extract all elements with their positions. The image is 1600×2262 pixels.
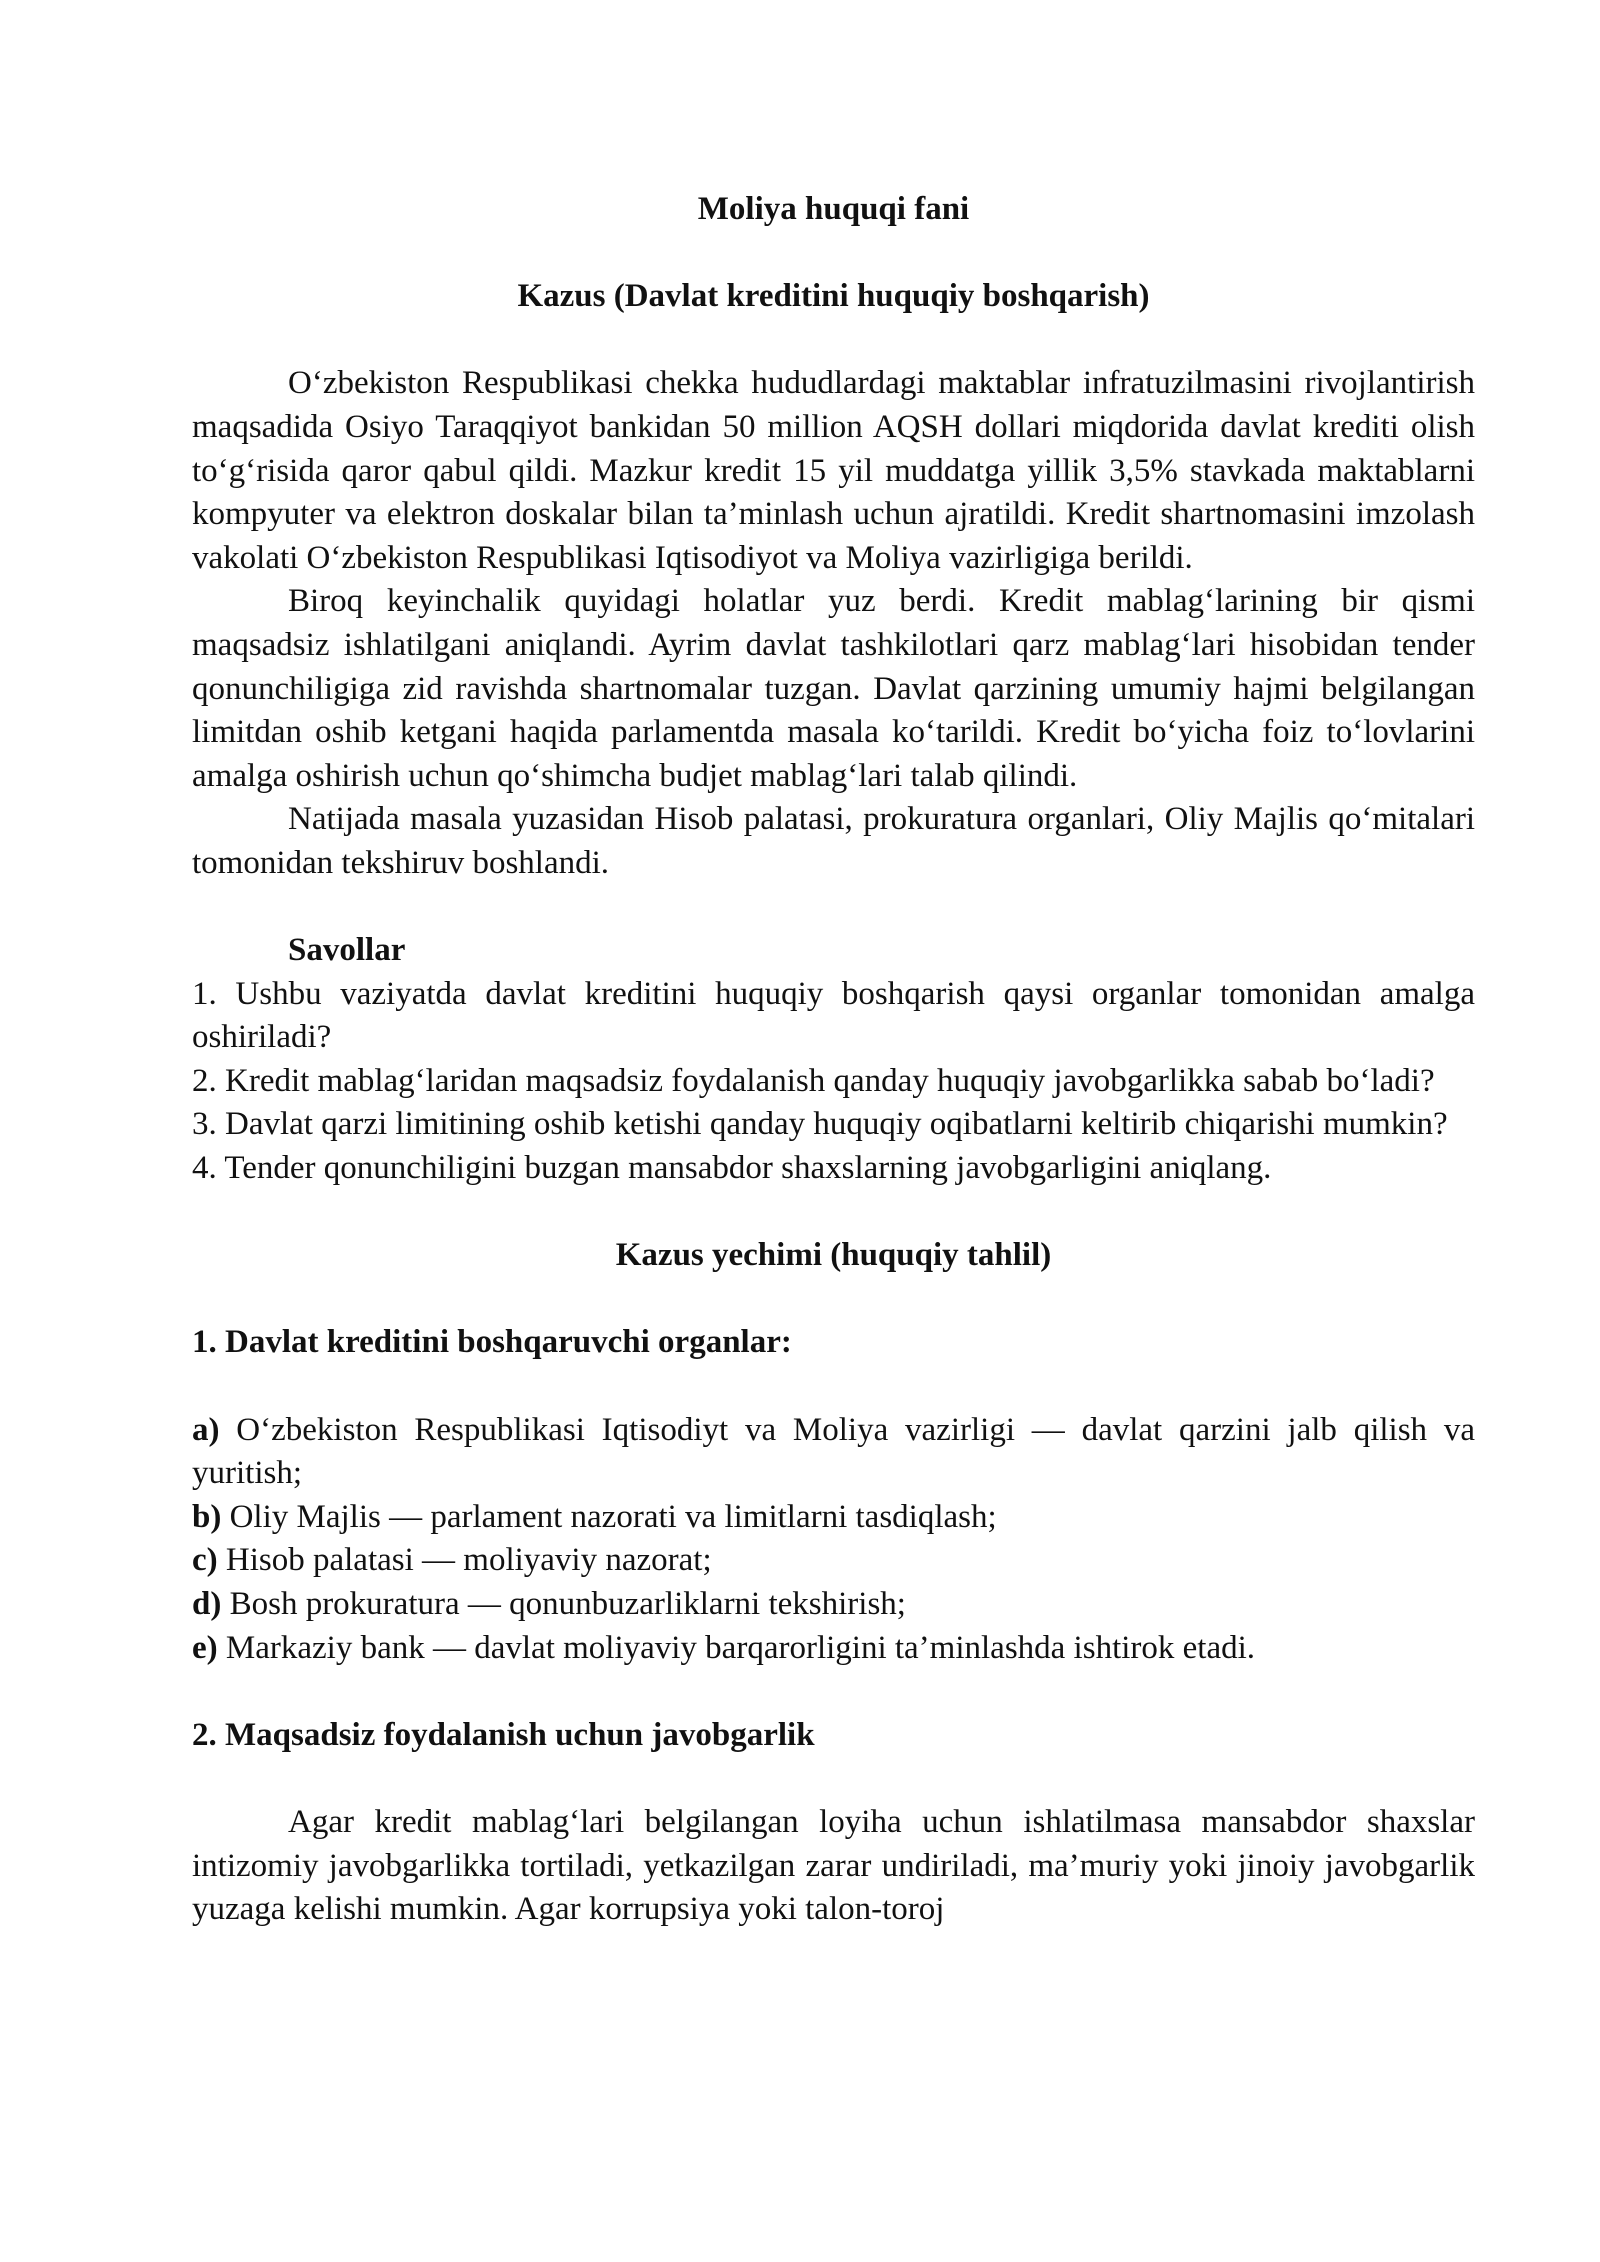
organ-text: Hisob palatasi — moliyaviy nazorat;: [217, 1542, 712, 1579]
case-paragraph-1: O‘zbekiston Respublikasi chekka hududlardagi maktablar infratuzilmasini rivojlantirish maqsadida Osiyo Taraqqiyot bankidan 50 million AQSH dollari miqdorida davlat krediti olish to‘g‘risida qaror qabul qildi. Mazkur kredit 15 yil muddatga yillik 3,5% stavkada maktablarni kompyuter va elektron doskalar bilan ta’minlash uchun ajratildi. Kredit shartnomasini imzolash vakolati O‘zbekiston Respublikasi Iqtisodiyot va Moliya vazirligiga berildi.: [192, 365, 1475, 576]
organ-item-e: [192, 1627, 1475, 1671]
organ-item-c: [192, 1539, 1475, 1583]
spacer: [192, 1191, 1475, 1235]
organ-item-a: [192, 1409, 1475, 1496]
spacer: [192, 886, 1475, 930]
organ-letter: e): [192, 1629, 218, 1666]
question-item: 2. Kredit mablag‘laridan maqsadsiz foydalanish qanday huquqiy javobgarlikka sabab bo‘ladi?: [192, 1062, 1435, 1099]
case-paragraph-3: Natijada masala yuzasidan Hisob palatasi, prokuratura organlari, Oliy Majlis qo‘mitalari tomonidan tekshiruv boshlandi.: [192, 801, 1475, 881]
questions-heading: Savollar: [288, 932, 406, 969]
organ-letter: a): [192, 1411, 220, 1448]
organ-item-b: [192, 1496, 1475, 1540]
question-item: 4. Tender qonunchiligini buzgan mansabdor shaxslarning javobgarligini aniqlang.: [192, 1150, 1272, 1187]
section-2-paragraph: Agar kredit mablag‘lari belgilangan loyiha uchun ishlatilmasa mansabdor shaxslar intizomiy javobgarlikka tortiladi, yetkazilgan zarar undiriladi, ma’muriy yoki jinoiy javobgarlik yuzaga kelishi mumkin. Agar korrupsiya yoki talon-toroj: [192, 1803, 1475, 1928]
solution-heading: Kazus yechimi (huquqiy tahlil): [615, 1237, 1052, 1274]
question-item: 1. Ushbu vaziyatda davlat kreditini huquqiy boshqarish qaysi organlar tomonidan amalga oshiriladi?: [192, 975, 1475, 1056]
organ-letter: c): [192, 1542, 218, 1579]
organ-text: Oliy Majlis — parlament nazorati va limitlarni tasdiqlash;: [221, 1498, 997, 1535]
case-paragraph-2: Biroq keyinchalik quyidagi holatlar yuz berdi. Kredit mablag‘larining bir qismi maqsadsiz ishlatilgani aniqlandi. Ayrim davlat tashkilotlari qarz mablag‘lari hisobidan tender qonunchiligiga zid ravishda shartnomalar tuzgan. Davlat qarzining umumiy hajmi belgilangan limitdan oshib ketgani haqida parlamentda masala ko‘tarildi. Kredit bo‘yicha foiz to‘lovlarini amalga oshirish uchun qo‘shimcha budjet mablag‘lari talab qilindi.: [192, 583, 1475, 794]
spacer: [192, 1757, 1475, 1801]
document-page: [192, 188, 1475, 1932]
organ-text: Markaziy bank — davlat moliyaviy barqarorligini ta’minlashda ishtirok etadi.: [217, 1629, 1256, 1666]
question-item: 3. Davlat qarzi limitining oshib ketishi qanday huquqiy oqibatlarni keltirib chiqarishi mumkin?: [192, 1106, 1448, 1143]
spacer: [192, 1278, 1475, 1322]
document-subtitle: Kazus (Davlat kreditini huquqiy boshqarish): [517, 278, 1150, 315]
organ-letter: b): [192, 1498, 222, 1535]
spacer: [192, 1365, 1475, 1409]
spacer: [192, 1670, 1475, 1714]
section-2-heading: 2. Maqsadsiz foydalanish uchun javobgarlik: [192, 1716, 815, 1753]
organ-letter: d): [192, 1586, 222, 1622]
section-1-heading: 1. Davlat kreditini boshqaruvchi organlar:: [192, 1324, 792, 1361]
document-title: Moliya huquqi fani: [697, 191, 970, 227]
organ-text: O‘zbekiston Respublikasi Iqtisodiyt va Moliya vazirligi — davlat qarzini jalb qilish va yuritish;: [192, 1411, 1475, 1492]
organ-item-d: [192, 1583, 1475, 1627]
organ-text: Bosh prokuratura — qonunbuzarliklarni tekshirish;: [221, 1586, 906, 1622]
